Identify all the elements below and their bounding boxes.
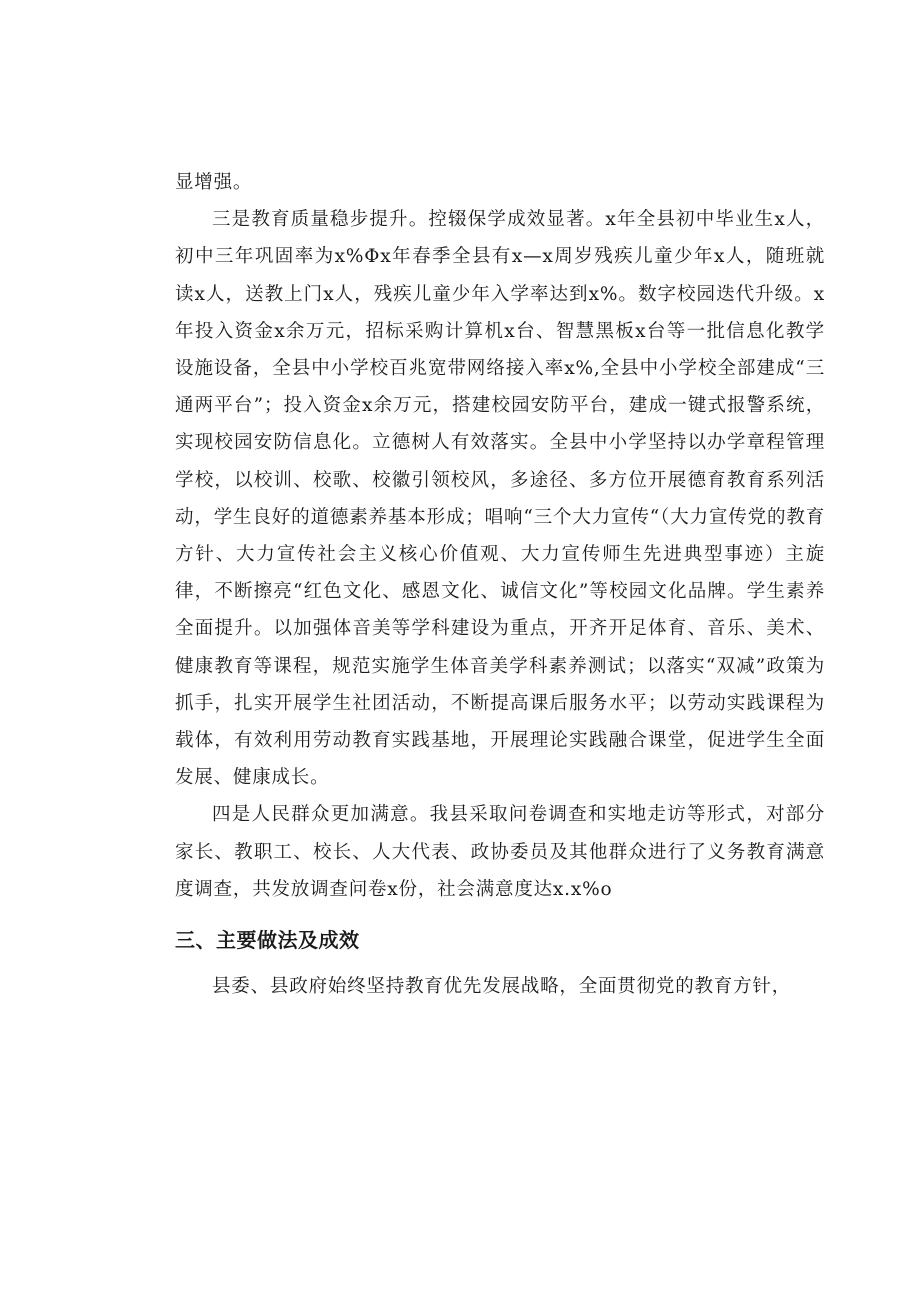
- section-heading: 三、主要做法及成效: [175, 928, 360, 953]
- paragraph-public-satisfaction: 四是人民群众更加满意。我县采取问卷调查和实地走访等形式，对部分家长、教职工、校长、人大代表、政协委员及其他群众进行了义务教育满意度调查，共发放调查问卷x份，社会满意度达x.x%o: [175, 804, 825, 900]
- paragraph-continuation: 显增强。: [175, 172, 253, 193]
- document-body: [175, 164, 825, 1005]
- paragraph-closing: 县委、县政府始终坚持教育优先发展战略，全面贯彻党的教育方针，: [212, 976, 792, 998]
- paragraph-education-quality: 三是教育质量稳步提升。控辍保学成效显著。x年全县初中毕业生x人，初中三年巩固率为x%Φx年春季全县有x—x周岁残疾儿童少年x人，随班就读x人，送教上门x人，残疾儿童少年入学率达到x%。数字校园迭代升级。x年投入资金x余万元，招标采购计算机x台、智慧黑板x台等一批信息化教学设施设备，全县中小学校百兆宽带网络接入率x%,全县中小学校全部建成“三通两平台”；投入资金x余万元，搭建校园安防平台，建成一键式报警系统，实现校园安防信息化。立德树人有效落实。全县中小学坚持以办学章程管理学校，以校训、校歌、校徽引领校风，多途径、多方位开展德育教育系列活动，学生良好的道德素养基本形成；唱响“三个大力宣传“（大力宣传党的教育方针、大力宣传社会主义核心价值观、大力宣传师生先进典型事迹）主旋律，不断擦亮“红色文化、感恩文化、诚信文化”等校园文化品牌。学生素养全面提升。以加强体音美等学科建设为重点，开齐开足体育、音乐、美术、健康教育等课程，规范实施学生体音美学科素养测试；以落实“双减”政策为抓手，扎实开展学生社团活动，不断提高课后服务水平；以劳动实践课程为载体，有效利用劳动教育实践基地，开展理论实践融合课堂，促进学生全面发展、健康成长。: [175, 209, 825, 789]
